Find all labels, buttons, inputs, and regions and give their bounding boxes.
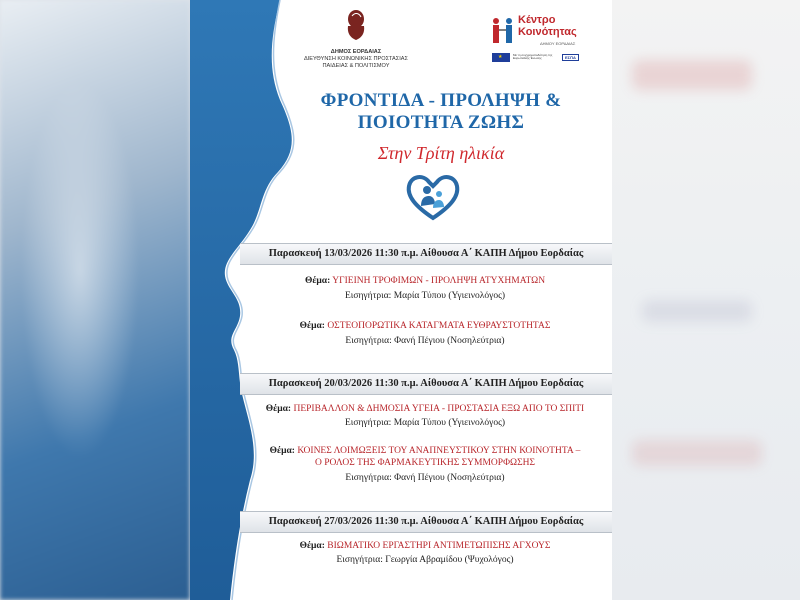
topic-label: Θέμα: [299,321,325,331]
session-3-talk-1-topic [250,541,600,551]
topic-value: ΠΕΡΙΒΑΛΛΟΝ & ΔΗΜΟΣΙΑ ΥΓΕΙΑ - ΠΡΟΣΤΑΣΙΑ ΕΞΩ ΑΠΟ ΤΟ ΣΠΙΤΙ [293,404,585,414]
session-2-talk-1-topic [250,404,600,414]
topic-value: ΥΓΙΕΙΝΗ ΤΡΟΦΙΜΩΝ - ΠΡΟΛΗΨΗ ΑΤΥΧΗΜΑΤΩΝ [332,276,546,286]
logo-line-2: ΔΙΕΥΘΥΝΣΗ ΚΟΙΝΩΝΙΚΗΣ ΠΡΟΣΤΑΣΙΑΣ [303,56,408,62]
espa-logo: ΕΣΠΑ [562,54,579,61]
session-2-header: Παρασκευή 20/03/2026 11:30 π.μ. Αίθουσα Α΄ ΚΑΠΗ Δήμου Εορδαίας [240,373,612,395]
eu-funding-text: Με τη συγχρηματοδότηση της Ευρωπαϊκής Ένωσης [513,52,553,60]
topic-value: ΚΟΙΝΕΣ ΛΟΙΜΩΞΕΙΣ ΤΟΥ ΑΝΑΠΝΕΥΣΤΙΚΟΥ ΣΤΗΝ ΚΟΙΝΟΤΗΤΑ – [297,446,581,456]
session-1-header: Παρασκευή 13/03/2026 11:30 π.μ. Αίθουσα Α΄ ΚΑΠΗ Δήμου Εορδαίας [240,243,612,265]
heart-care-icon [405,172,461,222]
blurred-background-right [612,0,800,600]
session-3-header: Παρασκευή 27/03/2026 11:30 π.μ. Αίθουσα Α΄ ΚΑΠΗ Δήμου Εορδαίας [240,511,612,533]
session-2-talk-2-topic [250,446,600,456]
topic-label: Θέμα: [299,541,325,551]
session-1-talk-2-topic [250,321,600,331]
poster-subtitle: Στην Τρίτη ηλικία [377,143,505,163]
community-center-title-1: Κέντρο [518,14,556,26]
topic-value: ΒΙΩΜΑΤΙΚΟ ΕΡΓΑΣΤΗΡΙ ΑΝΤΙΜΕΤΩΠΙΣΗΣ ΑΓΧΟΥΣ [327,541,551,551]
logo-line-1: ΔΗΜΟΣ ΕΟΡΔΑΙΑΣ [330,49,382,55]
funding-bar [492,52,590,62]
bust-logo-icon [343,8,369,42]
topic-value: ΟΣΤΕΟΠΟΡΩΤΙΚΑ ΚΑΤΑΓΜΑΤΑ ΕΥΘΡΑΥΣΤΟΤΗΤΑΣ [327,321,551,331]
session-1-talk-2-speaker: Εισηγήτρια: Φανή Πέγιου (Νοσηλεύτρια) [345,336,505,346]
session-3-talk-1-speaker: Εισηγήτρια: Γεωργία Αβραμίδου (Ψυχολόγος) [336,555,514,565]
topic-label: Θέμα: [304,276,331,286]
people-icon [490,16,516,46]
blurred-background-left [0,0,190,600]
session-2-talk-2-speaker: Εισηγήτρια: Φανή Πέγιου (Νοσηλεύτρια) [345,473,505,483]
logo-line-3: ΠΑΙΔΕΙΑΣ & ΠΟΛΙΤΙΣΜΟΥ [322,63,390,69]
session-2-talk-1-speaker: Εισηγήτρια: Μαρία Τύπου (Υγιεινολόγος) [344,418,506,428]
municipality-logo [286,8,426,70]
session-1-talk-1-topic [250,276,600,286]
topic-label: Θέμα: [269,446,295,456]
eu-flag-icon [492,53,510,62]
poster-title-line-1: ΦΡΟΝΤΙΔΑ - ΠΡΟΛΗΨΗ & [320,90,562,111]
community-center-sub: ΔΗΜΟΥ ΕΟΡΔΑΙΑΣ [540,41,576,46]
poster-title-line-2: ΠΟΙΟΤΗΤΑ ΖΩΗΣ [357,112,525,133]
session-2-talk-2-topic-line-2: Ο ΡΟΛΟΣ ΤΗΣ ΦΑΡΜΑΚΕΥΤΙΚΗΣ ΣΥΜΜΟΡΦΩΣΗΣ [315,458,535,468]
session-1-talk-1-speaker: Εισηγήτρια: Μαρία Τύπου (Υγιεινολόγος) [344,291,506,301]
topic-label: Θέμα: [265,404,292,414]
community-center-title-2: Κοινότητας [518,26,577,38]
event-poster [190,0,612,600]
